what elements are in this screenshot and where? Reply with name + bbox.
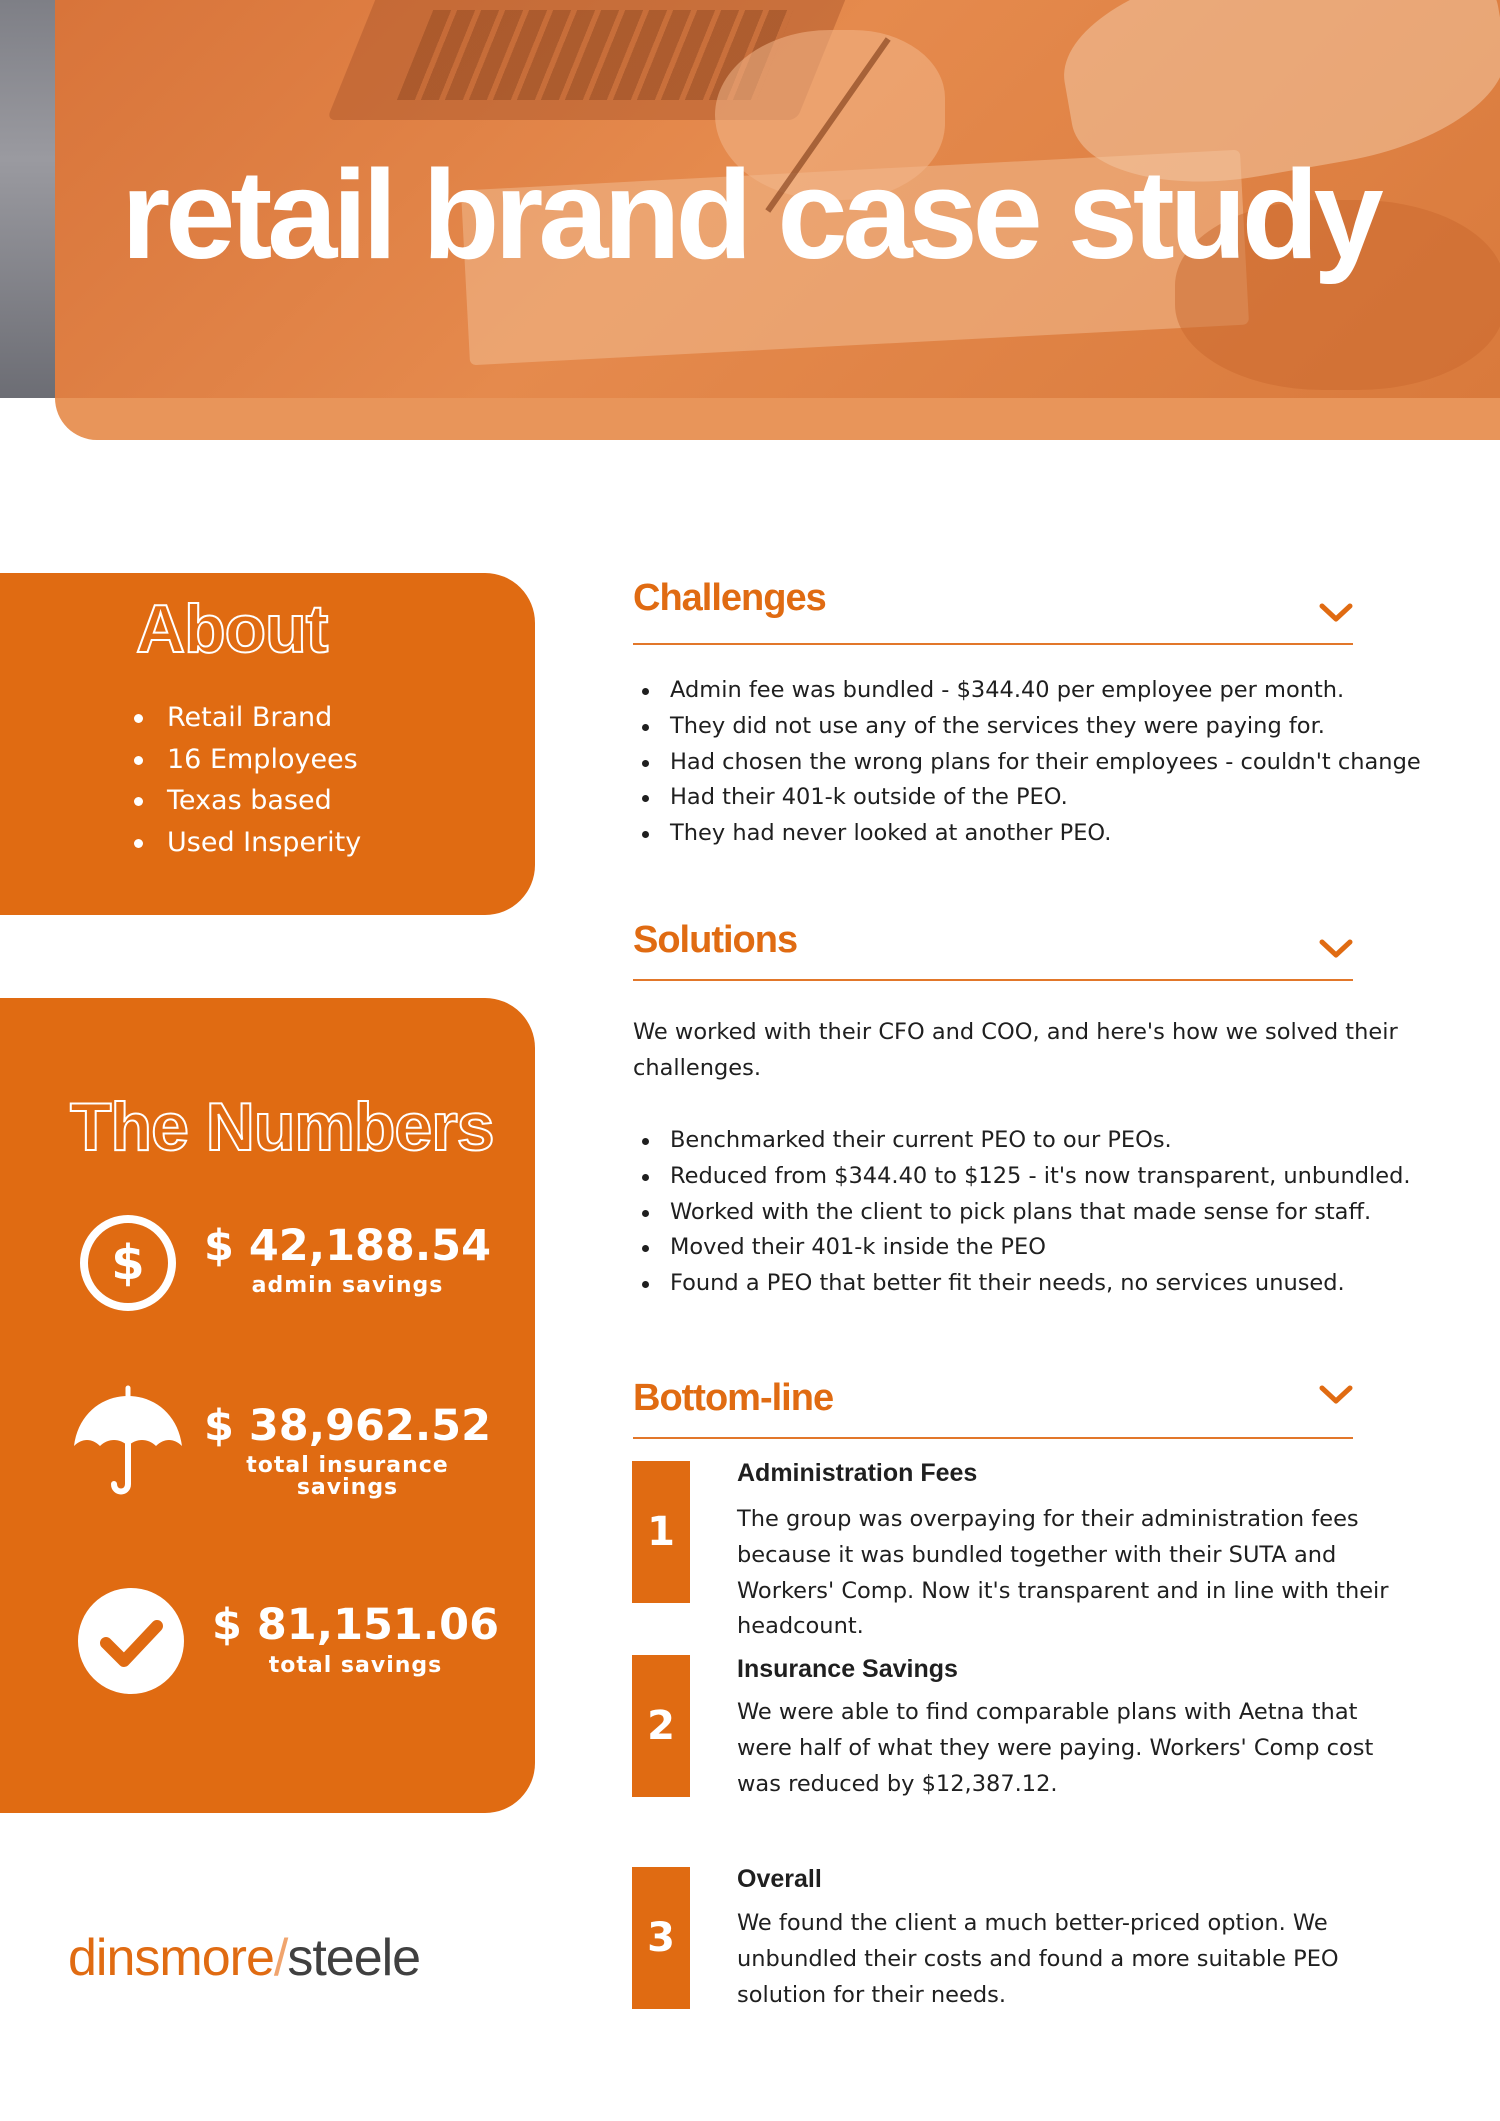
- bottomline-title: Bottom-line: [633, 1377, 834, 1419]
- step-text: The group was overpaying for their administration fees because it was bundled together with their SUTA and Workers' Comp. Now it's transparent and in line with their headcount.: [737, 1506, 1389, 1640]
- chevron-down-icon[interactable]: [1318, 1384, 1354, 1406]
- challenge-item: Admin fee was bundled - $344.40 per employee per month.: [633, 673, 1421, 709]
- challenges-divider: [633, 643, 1353, 645]
- stat-insurance-value: $ 38,962.52: [204, 1401, 491, 1451]
- solution-item: Benchmarked their current PEO to our PEOs.: [633, 1123, 1411, 1159]
- solutions-divider: [633, 979, 1353, 981]
- checkmark-circle-icon: [78, 1588, 184, 1694]
- page-title: retail brand case study: [121, 144, 1379, 285]
- challenge-item: They did not use any of the services they were paying for.: [633, 709, 1421, 745]
- brand-logo: [68, 1929, 421, 1987]
- solution-item: Found a PEO that better fit their needs, no services unused.: [633, 1266, 1411, 1302]
- solutions-intro: We worked with their CFO and COO, and here's how we solved their challenges.: [633, 1019, 1398, 1081]
- solution-item: Worked with the client to pick plans that made sense for staff.: [633, 1195, 1411, 1231]
- brand-part2: steele: [287, 1929, 421, 1987]
- stat-total-value: $ 81,151.06: [212, 1600, 499, 1650]
- challenge-item: Had their 401-k outside of the PEO.: [633, 780, 1421, 816]
- brand-slash: /: [273, 1929, 288, 1987]
- step-title: Insurance Savings: [737, 1655, 958, 1683]
- challenges-title: Challenges: [633, 577, 826, 619]
- about-item: Texas based: [134, 780, 361, 822]
- about-title: About: [136, 591, 328, 667]
- umbrella-icon: [72, 1384, 184, 1500]
- chevron-down-icon[interactable]: [1318, 602, 1354, 624]
- step-number-box: 2: [632, 1655, 690, 1797]
- chevron-down-icon[interactable]: [1318, 938, 1354, 960]
- step-text: We were able to find comparable plans with Aetna that were half of what they were paying. Workers' Comp cost was reduced by $12,387.12.: [737, 1699, 1374, 1797]
- step-text: We found the client a much better-priced option. We unbundled their costs and found a more suitable PEO solution for their needs.: [737, 1910, 1339, 2008]
- stat-admin-value: $ 42,188.54: [204, 1221, 491, 1271]
- about-item: 16 Employees: [134, 739, 361, 781]
- stat-admin-label: admin savings: [251, 1273, 444, 1298]
- stat-insurance-label: total insurance savings: [246, 1453, 449, 1500]
- about-item: Retail Brand: [134, 697, 361, 739]
- solution-item: Reduced from $344.40 to $125 - it's now transparent, unbundled.: [633, 1159, 1411, 1195]
- step-title: Overall: [737, 1865, 822, 1893]
- step-number-box: 3: [632, 1867, 690, 2009]
- about-list: [134, 697, 361, 863]
- solutions-title: Solutions: [633, 919, 798, 961]
- step-title: Administration Fees: [737, 1459, 978, 1487]
- challenges-list: [633, 673, 1421, 852]
- step-number-box: 1: [632, 1461, 690, 1603]
- numbers-title: The Numbers: [70, 1089, 494, 1165]
- challenge-item: Had chosen the wrong plans for their employees - couldn't change: [633, 745, 1421, 781]
- dollar-circle-icon: [78, 1213, 178, 1313]
- svg-text:$: $: [111, 1235, 145, 1291]
- about-item: Used Insperity: [134, 822, 361, 864]
- solution-item: Moved their 401-k inside the PEO: [633, 1230, 1411, 1266]
- stat-total-label: total savings: [268, 1653, 443, 1678]
- brand-part1: dinsmore: [68, 1929, 274, 1987]
- bottomline-divider: [633, 1437, 1353, 1439]
- solutions-list: [633, 1123, 1411, 1302]
- challenge-item: They had never looked at another PEO.: [633, 816, 1421, 852]
